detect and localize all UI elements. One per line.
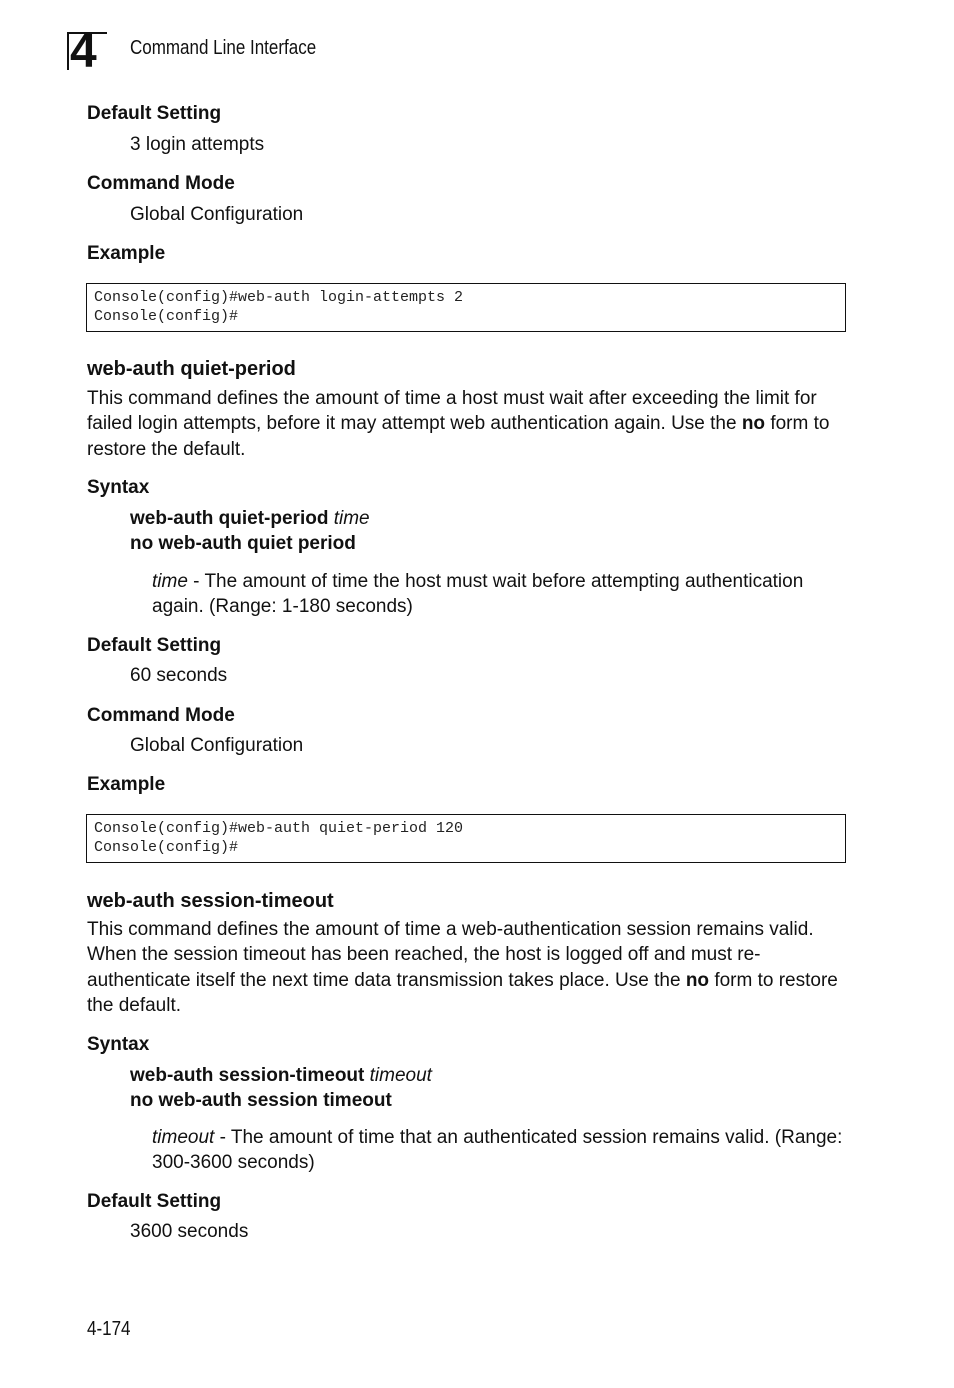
syntax-no-command xyxy=(130,531,356,556)
default-setting-value: 3 login attempts xyxy=(130,134,265,155)
section-description xyxy=(87,386,847,462)
description-text: form to restore the default. xyxy=(87,413,830,460)
section-description xyxy=(87,917,847,1018)
code-line: Console(config)#web-auth login-attempts 2 xyxy=(94,289,464,306)
code-line: Console(config)# xyxy=(94,839,239,856)
command-mode-heading: Command Mode xyxy=(87,705,235,726)
syntax-keyword: no web-auth session timeout xyxy=(130,1090,392,1111)
syntax-heading: Syntax xyxy=(87,1034,150,1055)
syntax-keyword: web-auth session-timeout xyxy=(130,1065,365,1086)
default-setting-heading: Default Setting xyxy=(87,635,222,656)
description-text: This command defines the amount of time a web-authentication session remains valid. When the session timeout has been reached, the host is logged off and must re-authenticate itself the next time data transmission takes place. Use the xyxy=(87,919,814,991)
parameter-text: - The amount of time the host must wait before attempting authentication again. (Range: 1-180 seconds) xyxy=(152,571,804,617)
syntax-argument: timeout xyxy=(369,1065,432,1086)
example-code-block xyxy=(86,814,846,863)
code-line: Console(config)# xyxy=(94,308,239,325)
parameter-text: - The amount of time that an authenticated session remains valid. (Range: 300-3600 seconds) xyxy=(152,1127,843,1173)
description-text: form to restore the default. xyxy=(87,969,838,1016)
default-setting-heading: Default Setting xyxy=(87,1191,222,1212)
syntax-command xyxy=(130,506,370,531)
command-mode-value: Global Configuration xyxy=(130,735,304,756)
parameter-name: time xyxy=(152,571,188,592)
parameter-description xyxy=(152,569,852,619)
code-line: Console(config)#web-auth quiet-period 120 xyxy=(94,820,464,837)
example-code-block xyxy=(86,283,846,332)
syntax-heading: Syntax xyxy=(87,477,150,498)
default-setting-value: 3600 seconds xyxy=(130,1221,249,1242)
example-heading: Example xyxy=(87,774,166,795)
description-text: This command defines the amount of time a host must wait after exceeding the limit for failed login attempts, before it may attempt web authentication again. Use the xyxy=(87,388,817,435)
syntax-keyword: web-auth quiet-period xyxy=(130,508,329,529)
description-keyword: no xyxy=(685,969,710,991)
parameter-description xyxy=(152,1125,852,1175)
description-keyword: no xyxy=(741,413,766,435)
default-setting-heading: Default Setting xyxy=(87,103,222,124)
default-setting-value: 60 seconds xyxy=(130,665,228,686)
syntax-keyword: no web-auth quiet period xyxy=(130,533,356,554)
syntax-command xyxy=(130,1063,432,1088)
page-number: 4-174 xyxy=(87,1318,131,1340)
syntax-no-command xyxy=(130,1088,392,1113)
syntax-argument: time xyxy=(333,508,370,529)
section-title-session-timeout: web-auth session-timeout xyxy=(87,890,334,912)
command-mode-value: Global Configuration xyxy=(130,204,304,225)
section-title-quiet-period: web-auth quiet-period xyxy=(87,358,296,380)
parameter-name: timeout xyxy=(152,1127,215,1148)
example-heading: Example xyxy=(87,243,166,264)
command-mode-heading: Command Mode xyxy=(87,173,235,194)
chapter-number: 4 xyxy=(70,25,97,78)
chapter-title: Command Line Interface xyxy=(130,37,317,59)
